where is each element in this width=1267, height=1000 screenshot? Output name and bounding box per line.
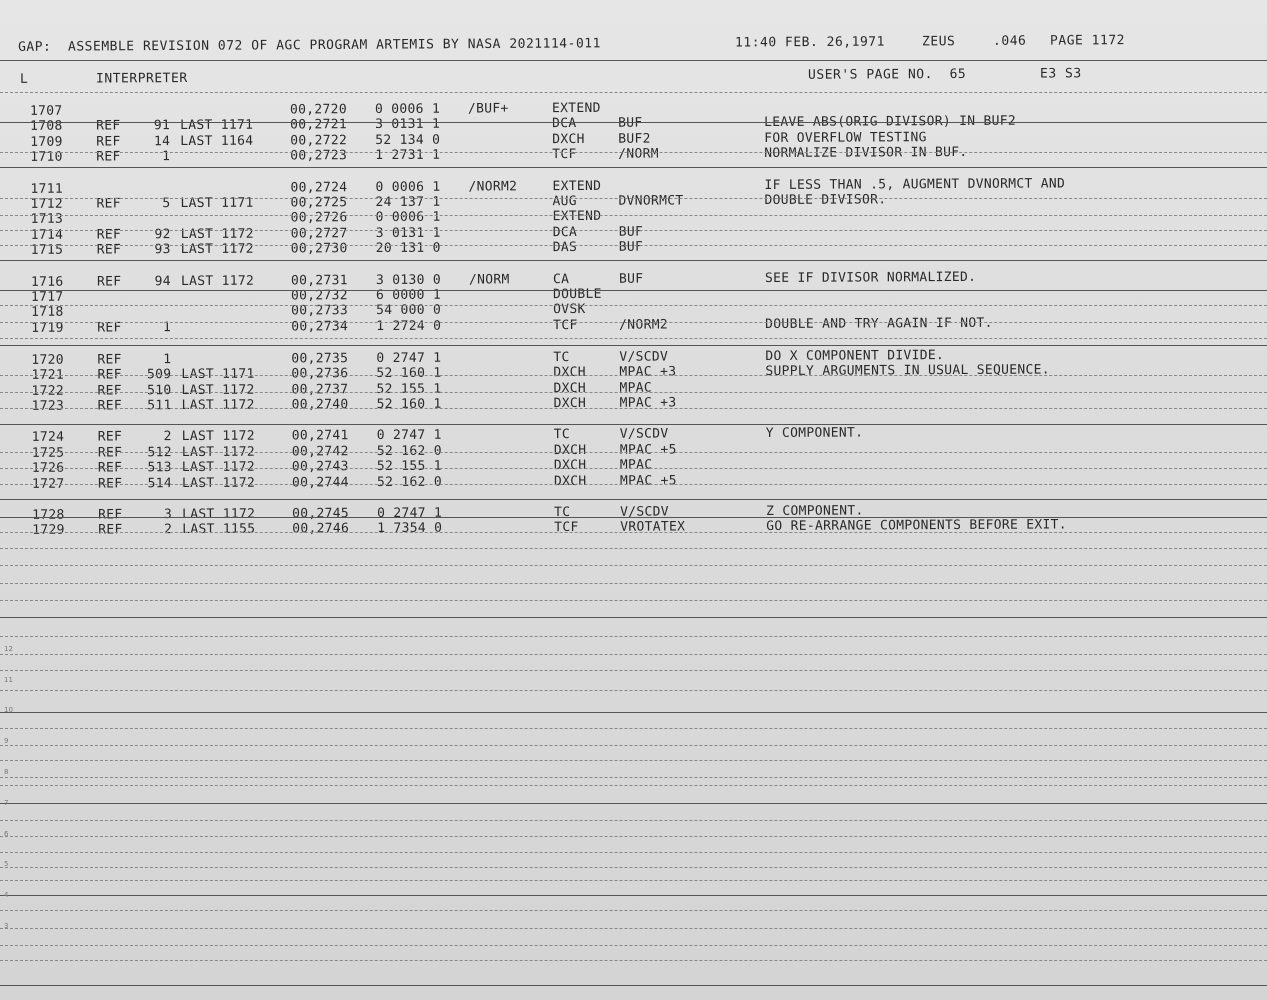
form-rule-dashed xyxy=(0,910,1267,911)
form-rule-dashed xyxy=(0,230,1267,231)
form-rule-dashed xyxy=(0,452,1267,453)
opcode: CA xyxy=(552,272,570,288)
ref-count: 513 xyxy=(147,460,172,476)
line-number: 1713 xyxy=(30,211,64,227)
comment xyxy=(764,98,1224,100)
opcode: DXCH xyxy=(553,395,587,412)
octal-word: 3 0131 1 xyxy=(375,225,441,242)
comment: SEE IF DIVISOR NORMALIZED. xyxy=(764,269,977,286)
form-rule xyxy=(0,803,1267,804)
comment: DOUBLE DIVISOR. xyxy=(764,192,887,208)
ref-keyword: REF xyxy=(97,367,122,383)
margin-number: 5 xyxy=(4,860,9,868)
memory-address: 00,2730 xyxy=(290,241,348,257)
form-rule xyxy=(0,617,1267,618)
operand: V/SCDV xyxy=(620,504,669,520)
opcode: TC xyxy=(553,427,571,443)
memory-address: 00,2723 xyxy=(290,148,348,164)
operand: BUF2 xyxy=(618,131,651,147)
octal-word: 52 155 1 xyxy=(376,381,442,398)
line-number: 1723 xyxy=(31,398,65,414)
form-rule-dashed xyxy=(0,92,1267,93)
octal-word: 0 2747 1 xyxy=(377,505,443,522)
operand: MPAC +3 xyxy=(619,364,677,380)
operand: DVNORMCT xyxy=(618,193,684,209)
line-number: 1726 xyxy=(31,460,65,476)
code-label: /NORM2 xyxy=(468,179,518,195)
line-number: 1716 xyxy=(30,274,64,290)
ref-count: 92 xyxy=(154,227,171,243)
ref-count: 509 xyxy=(146,367,172,383)
form-rule xyxy=(0,345,1267,346)
last-page: LAST 1171 xyxy=(180,195,254,212)
line-number: 1710 xyxy=(30,149,63,165)
octal-word: 52 160 1 xyxy=(376,396,442,413)
operand: MPAC +5 xyxy=(619,473,677,489)
memory-address: 00,2733 xyxy=(291,303,349,319)
line-number: 1729 xyxy=(32,522,65,538)
form-rule-dashed xyxy=(0,820,1267,821)
ref-count: 511 xyxy=(147,398,172,414)
octal-word: 0 0006 1 xyxy=(374,101,441,118)
line-number: 1721 xyxy=(31,367,64,383)
margin-number: 12 xyxy=(4,645,13,653)
form-rule-dashed xyxy=(0,245,1267,246)
last-page: LAST 1172 xyxy=(181,397,255,414)
opcode: EXTEND xyxy=(552,178,602,195)
opcode: DXCH xyxy=(553,442,587,459)
ref-keyword: REF xyxy=(96,274,122,290)
form-rule-dashed xyxy=(0,408,1267,409)
form-rule-dashed xyxy=(0,836,1267,837)
octal-word: 6 0000 1 xyxy=(375,287,442,304)
form-rule-dashed xyxy=(0,565,1267,566)
form-rule-dashed xyxy=(0,852,1267,853)
comment: DO X COMPONENT DIVIDE. xyxy=(765,348,945,364)
ref-keyword: REF xyxy=(97,320,122,336)
octal-word: 0 0006 1 xyxy=(375,209,441,226)
operand: BUF xyxy=(618,224,644,240)
last-page: LAST 1172 xyxy=(180,226,254,243)
ref-keyword: REF xyxy=(96,196,121,212)
comment: Z COMPONENT. xyxy=(766,503,864,519)
last-page: LAST 1155 xyxy=(182,521,256,538)
form-rule-dashed xyxy=(0,880,1267,881)
form-rule xyxy=(0,167,1267,168)
run-code: .046 xyxy=(992,33,1027,49)
operand: BUF xyxy=(618,115,643,131)
memory-address: 00,2737 xyxy=(291,382,349,398)
page-number: PAGE 1172 xyxy=(1049,33,1126,49)
line-number: 1707 xyxy=(29,103,63,119)
comment: LEAVE ABS(ORIG DIVISOR) IN BUF2 xyxy=(764,113,1017,130)
line-number: 1722 xyxy=(31,383,65,399)
memory-address: 00,2744 xyxy=(291,475,349,491)
memory-address: 00,2745 xyxy=(292,506,350,522)
ref-keyword: REF xyxy=(97,476,123,492)
operand: BUF xyxy=(618,271,644,287)
octal-word: 52 160 1 xyxy=(376,365,442,382)
ref-count: 1 xyxy=(162,149,171,165)
comment: Y COMPONENT. xyxy=(765,425,864,441)
form-rule-dashed xyxy=(0,305,1267,306)
form-rule-dashed xyxy=(0,636,1267,637)
memory-address: 00,2721 xyxy=(290,117,348,133)
form-rule xyxy=(0,985,1267,986)
octal-word: 24 137 1 xyxy=(375,194,441,211)
form-rule-dashed xyxy=(0,600,1267,601)
form-rule-dashed xyxy=(0,670,1267,671)
ref-count: 514 xyxy=(147,476,173,492)
operand: /NORM2 xyxy=(619,317,668,333)
octal-word: 52 155 1 xyxy=(376,458,442,475)
form-rule xyxy=(0,260,1267,261)
form-rule-dashed xyxy=(0,785,1267,786)
form-rule-dashed xyxy=(0,654,1267,655)
form-rule-dashed xyxy=(0,338,1267,339)
opcode: TC xyxy=(553,350,570,366)
form-rule xyxy=(0,60,1267,61)
ref-count: 91 xyxy=(153,118,171,134)
ref-count: 1 xyxy=(163,352,172,368)
opcode: DCA xyxy=(552,224,578,241)
memory-address: 00,2724 xyxy=(290,180,348,196)
ref-count: 94 xyxy=(154,274,171,290)
last-page: LAST 1172 xyxy=(181,428,255,445)
form-rule-dashed xyxy=(0,322,1267,323)
ref-keyword: REF xyxy=(98,522,123,538)
memory-address: 00,2732 xyxy=(290,288,348,304)
operand xyxy=(619,286,739,287)
opcode: DAS xyxy=(552,239,578,256)
ref-count: 3 xyxy=(163,507,173,523)
operand: /NORM xyxy=(618,146,659,162)
comment: GO RE-ARRANGE COMPONENTS BEFORE EXIT. xyxy=(766,517,1067,534)
form-rule-dashed xyxy=(0,690,1267,691)
form-rule-dashed xyxy=(0,375,1267,376)
opcode: DCA xyxy=(552,115,577,132)
form-rule-dashed xyxy=(0,960,1267,961)
memory-address: 00,2726 xyxy=(290,210,348,226)
line-number: 1728 xyxy=(32,507,65,523)
margin-number: 11 xyxy=(4,676,13,684)
comment: DOUBLE AND TRY AGAIN IF NOT. xyxy=(765,315,993,332)
opcode: DXCH xyxy=(553,473,587,490)
margin-number: 6 xyxy=(4,830,9,838)
memory-address: 00,2734 xyxy=(291,319,349,335)
form-rule xyxy=(0,895,1267,896)
octal-word: 54 000 0 xyxy=(376,302,442,319)
ref-count: 512 xyxy=(147,445,172,461)
line-number: 1725 xyxy=(31,445,65,461)
line-number: 1720 xyxy=(31,352,64,368)
last-page: LAST 1172 xyxy=(181,444,256,461)
operand xyxy=(619,208,739,209)
last-page: LAST 1171 xyxy=(181,366,255,383)
octal-word: 0 0006 1 xyxy=(375,179,441,196)
line-number: 1717 xyxy=(30,289,64,305)
operand xyxy=(618,100,738,101)
opcode: TCF xyxy=(554,519,579,536)
margin-number: 7 xyxy=(4,799,9,807)
octal-word: 52 134 0 xyxy=(375,132,441,149)
form-rule-dashed xyxy=(0,152,1267,153)
last-page: LAST 1172 xyxy=(181,382,255,399)
ref-count: 510 xyxy=(147,383,172,399)
line-number: 1719 xyxy=(31,320,64,336)
octal-word: 1 2724 0 xyxy=(376,318,442,335)
form-rule-dashed xyxy=(0,583,1267,584)
octal-word: 52 162 0 xyxy=(376,443,442,460)
form-rule xyxy=(0,517,1267,518)
form-rule-dashed xyxy=(0,745,1267,746)
comment: NORMALIZE DIVISOR IN BUF. xyxy=(764,144,968,161)
last-page: LAST 1171 xyxy=(180,117,254,134)
code-label: /NORM xyxy=(468,272,510,288)
form-rule xyxy=(0,122,1267,123)
memory-address: 00,2725 xyxy=(290,195,348,211)
user-page-number: USER'S PAGE NO. 65 xyxy=(807,66,967,83)
octal-word: 3 0131 1 xyxy=(375,116,441,133)
octal-word: 0 2747 1 xyxy=(376,427,442,444)
ref-keyword: REF xyxy=(96,134,121,150)
octal-word: 0 2747 1 xyxy=(376,350,442,367)
comment: SUPPLY ARGUMENTS IN USUAL SEQUENCE. xyxy=(765,362,1050,379)
form-rule-dashed xyxy=(0,760,1267,761)
line-number: 1712 xyxy=(30,196,64,212)
section-name: INTERPRETER xyxy=(95,71,188,87)
comment: FOR OVERFLOW TESTING xyxy=(764,130,927,146)
line-number: 1709 xyxy=(30,134,63,150)
margin-number: 10 xyxy=(4,706,13,714)
ref-keyword: REF xyxy=(98,507,123,523)
ref-keyword: REF xyxy=(97,398,123,414)
form-rule-dashed xyxy=(0,548,1267,549)
operand: BUF xyxy=(618,239,644,255)
form-rule-dashed xyxy=(0,532,1267,533)
form-rule xyxy=(0,712,1267,713)
memory-address: 00,2742 xyxy=(291,444,349,460)
ref-keyword: REF xyxy=(97,445,123,461)
opcode: DOUBLE xyxy=(552,286,602,303)
last-page: LAST 1172 xyxy=(181,459,256,476)
opcode: DXCH xyxy=(553,364,586,381)
octal-word: 52 162 0 xyxy=(376,474,443,491)
memory-address: 00,2727 xyxy=(290,226,348,242)
ref-keyword: REF xyxy=(97,460,123,476)
opcode: EXTEND xyxy=(552,208,602,225)
code-listing xyxy=(0,97,1267,544)
opcode: DXCH xyxy=(553,457,587,474)
section-tag: E3 S3 xyxy=(1039,66,1082,82)
memory-address: 00,2720 xyxy=(289,102,347,118)
line-number: 1711 xyxy=(30,181,64,197)
opcode: TCF xyxy=(552,146,577,163)
operand: V/SCDV xyxy=(619,349,669,365)
last-page: LAST 1172 xyxy=(182,506,256,523)
ref-keyword: REF xyxy=(97,352,122,368)
ref-count: 93 xyxy=(154,242,171,258)
form-rule xyxy=(0,499,1267,500)
form-rule xyxy=(0,290,1267,291)
form-rule-dashed xyxy=(0,198,1267,199)
ref-count: 14 xyxy=(153,134,171,150)
ref-keyword: REF xyxy=(96,149,121,165)
last-page: LAST 1172 xyxy=(180,273,255,290)
memory-address: 00,2740 xyxy=(291,397,349,413)
memory-address: 00,2736 xyxy=(291,366,349,382)
form-rule-dashed xyxy=(0,468,1267,469)
line-number: 1708 xyxy=(30,118,63,134)
operand xyxy=(619,301,739,302)
form-rule-dashed xyxy=(0,928,1267,929)
ref-keyword: REF xyxy=(96,242,122,258)
form-rule-dashed xyxy=(0,777,1267,778)
ref-keyword: REF xyxy=(97,429,123,445)
margin-number: 4 xyxy=(4,891,9,899)
operand: MPAC +3 xyxy=(619,395,677,411)
system-name: ZEUS xyxy=(921,34,956,50)
code-label: /BUF+ xyxy=(467,101,509,117)
line-number: 1714 xyxy=(30,227,64,243)
last-page: LAST 1172 xyxy=(181,475,256,492)
opcode: DXCH xyxy=(552,131,585,148)
ref-keyword: REF xyxy=(96,227,122,243)
form-rule-dashed xyxy=(0,945,1267,946)
ref-count: 2 xyxy=(164,522,173,538)
left-marker: L xyxy=(19,71,29,87)
form-rule-dashed xyxy=(0,215,1267,216)
memory-address: 00,2735 xyxy=(291,351,349,367)
memory-address: 00,2722 xyxy=(290,133,348,149)
form-rule-dashed xyxy=(0,392,1267,393)
listing-header xyxy=(0,32,1267,60)
ref-count: 2 xyxy=(163,429,172,445)
operand xyxy=(618,178,738,179)
ref-keyword: REF xyxy=(97,383,122,399)
opcode: OVSK xyxy=(553,301,586,318)
memory-address: 00,2746 xyxy=(292,521,350,537)
form-rule-dashed xyxy=(0,867,1267,868)
opcode: EXTEND xyxy=(551,100,601,117)
margin-number: 3 xyxy=(4,922,9,930)
octal-word: 1 2731 1 xyxy=(375,147,441,164)
opcode: TC xyxy=(554,505,571,521)
operand: VROTATEX xyxy=(620,519,686,535)
ref-count: 1 xyxy=(162,320,172,336)
line-number: 1715 xyxy=(30,242,64,258)
form-rule xyxy=(0,424,1267,425)
assembly-title: GAP: ASSEMBLE REVISION 072 OF AGC PROGRAM ARTEMIS BY NASA 2021114-011 xyxy=(17,36,601,55)
margin-number: 9 xyxy=(4,737,9,745)
ref-count: 5 xyxy=(162,196,171,212)
ref-keyword: REF xyxy=(96,118,121,134)
octal-word: 3 0130 0 xyxy=(375,272,441,289)
assembly-timestamp: 11:40 FEB. 26,1971 xyxy=(734,34,885,51)
operand: MPAC xyxy=(619,457,653,473)
opcode: DXCH xyxy=(553,380,587,397)
memory-address: 00,2743 xyxy=(291,459,349,475)
last-page: LAST 1172 xyxy=(180,241,254,258)
listing-subheader xyxy=(0,65,1267,92)
opcode: AUG xyxy=(552,193,577,210)
operand: V/SCDV xyxy=(619,426,669,442)
memory-address: 00,2731 xyxy=(290,273,348,289)
comment: IF LESS THAN .5, AUGMENT DVNORMCT AND xyxy=(764,176,1066,193)
operand: MPAC xyxy=(619,380,653,396)
form-rule-dashed xyxy=(0,728,1267,729)
octal-word: 20 131 0 xyxy=(375,240,441,257)
form-rule-dashed xyxy=(0,484,1267,485)
octal-word: 1 7354 0 xyxy=(377,520,443,537)
memory-address: 00,2741 xyxy=(291,428,349,444)
line-number: 1727 xyxy=(31,476,65,492)
line-number: 1724 xyxy=(31,429,65,445)
operand: MPAC +5 xyxy=(619,442,677,458)
margin-number: 8 xyxy=(4,768,9,776)
last-page: LAST 1164 xyxy=(180,133,254,150)
opcode: TCF xyxy=(553,317,578,334)
line-number: 1718 xyxy=(31,304,64,320)
